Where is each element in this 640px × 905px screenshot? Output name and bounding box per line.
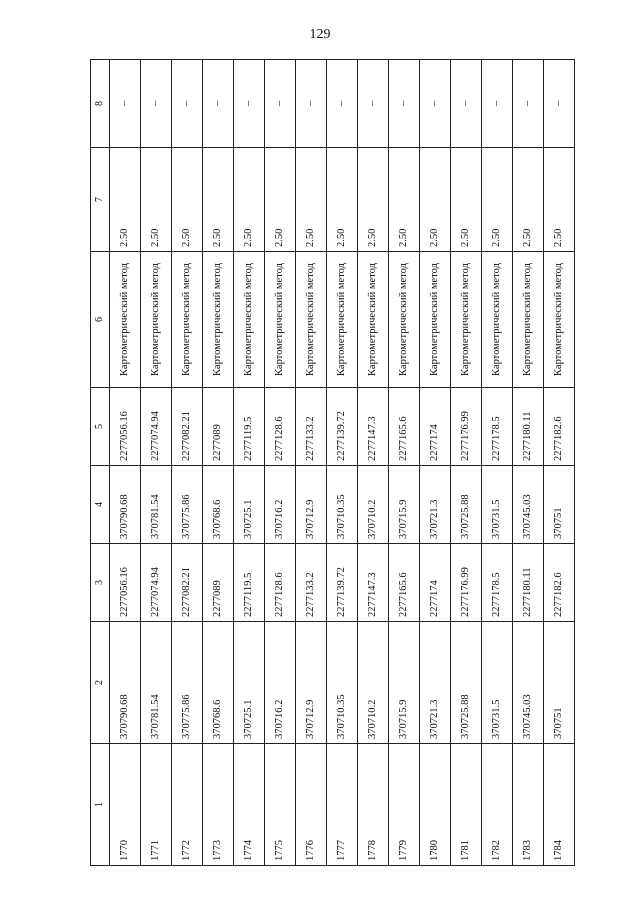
- method-cell: Картометрический метод: [141, 252, 172, 388]
- description-cell: –: [482, 60, 513, 148]
- method-cell: Картометрический метод: [544, 252, 575, 388]
- table-row: [234, 60, 265, 866]
- x-coordinate-cell: 370731.5: [482, 622, 513, 744]
- method-cell: Картометрический метод: [234, 252, 265, 388]
- description-cell: –: [389, 60, 420, 148]
- description-cell: –: [265, 60, 296, 148]
- point-number-cell: 1779: [389, 744, 420, 866]
- x-coordinate-cell: 370745.03: [513, 622, 544, 744]
- point-number-cell: 1776: [296, 744, 327, 866]
- accuracy-cell: 2.50: [358, 148, 389, 252]
- x-coordinate-cell: 370725.88: [451, 466, 482, 544]
- y-coordinate-cell: 2277165.6: [389, 388, 420, 466]
- point-number-cell: 1770: [110, 744, 141, 866]
- y-coordinate-cell: 2277119.5: [234, 544, 265, 622]
- description-cell: –: [513, 60, 544, 148]
- method-cell: Картометрический метод: [358, 252, 389, 388]
- page-number: 129: [309, 27, 331, 42]
- y-coordinate-cell: 2277147.3: [358, 388, 389, 466]
- method-cell: Картометрический метод: [296, 252, 327, 388]
- accuracy-cell: 2.50: [296, 148, 327, 252]
- x-coordinate-cell: 370710.35: [327, 466, 358, 544]
- y-coordinate-cell: 2277056.16: [110, 544, 141, 622]
- x-coordinate-cell: 370768.6: [203, 466, 234, 544]
- y-coordinate-cell: 2277119.5: [234, 388, 265, 466]
- description-cell: –: [296, 60, 327, 148]
- table-row: [327, 60, 358, 866]
- table-row: [172, 60, 203, 866]
- method-cell: Картометрический метод: [482, 252, 513, 388]
- x-coordinate-cell: 370710.2: [358, 622, 389, 744]
- x-coordinate-cell: 370725.1: [234, 466, 265, 544]
- y-coordinate-cell: 2277180.11: [513, 388, 544, 466]
- y-coordinate-cell: 2277074.94: [141, 544, 172, 622]
- point-number-cell: 1781: [451, 744, 482, 866]
- method-cell: Картометрический метод: [172, 252, 203, 388]
- description-cell: –: [234, 60, 265, 148]
- header-cell: 4: [91, 466, 110, 544]
- x-coordinate-cell: 370716.2: [265, 466, 296, 544]
- x-coordinate-cell: 370725.1: [234, 622, 265, 744]
- point-number-cell: 1780: [420, 744, 451, 866]
- x-coordinate-cell: 370751: [544, 466, 575, 544]
- point-number-cell: 1783: [513, 744, 544, 866]
- header-cell: 8: [91, 60, 110, 148]
- x-coordinate-cell: 370781.54: [141, 466, 172, 544]
- point-number-cell: 1774: [234, 744, 265, 866]
- description-cell: –: [203, 60, 234, 148]
- x-coordinate-cell: 370710.2: [358, 466, 389, 544]
- y-coordinate-cell: 2277178.5: [482, 544, 513, 622]
- x-coordinate-cell: 370721.3: [420, 622, 451, 744]
- point-number-cell: 1782: [482, 744, 513, 866]
- table-row: [389, 60, 420, 866]
- x-coordinate-cell: 370745.03: [513, 466, 544, 544]
- method-cell: Картометрический метод: [389, 252, 420, 388]
- y-coordinate-cell: 2277089: [203, 544, 234, 622]
- table-row: [420, 60, 451, 866]
- description-cell: –: [110, 60, 141, 148]
- accuracy-cell: 2.50: [203, 148, 234, 252]
- rotated-table-frame: [90, 60, 564, 866]
- accuracy-cell: 2.50: [234, 148, 265, 252]
- y-coordinate-cell: 2277165.6: [389, 544, 420, 622]
- table-row: [544, 60, 575, 866]
- y-coordinate-cell: 2277180.11: [513, 544, 544, 622]
- y-coordinate-cell: 2277089: [203, 388, 234, 466]
- accuracy-cell: 2.50: [327, 148, 358, 252]
- x-coordinate-cell: 370712.9: [296, 466, 327, 544]
- description-cell: –: [420, 60, 451, 148]
- y-coordinate-cell: 2277139.72: [327, 388, 358, 466]
- accuracy-cell: 2.50: [482, 148, 513, 252]
- header-cell: 3: [91, 544, 110, 622]
- description-cell: –: [172, 60, 203, 148]
- x-coordinate-cell: 370790.68: [110, 622, 141, 744]
- y-coordinate-cell: 2277182.6: [544, 544, 575, 622]
- y-coordinate-cell: 2277174: [420, 544, 451, 622]
- y-coordinate-cell: 2277133.2: [296, 544, 327, 622]
- coordinates-table: [90, 59, 575, 866]
- method-cell: Картометрический метод: [265, 252, 296, 388]
- y-coordinate-cell: 2277147.3: [358, 544, 389, 622]
- table-row: [358, 60, 389, 866]
- header-cell: 1: [91, 744, 110, 866]
- description-cell: –: [141, 60, 172, 148]
- x-coordinate-cell: 370712.9: [296, 622, 327, 744]
- y-coordinate-cell: 2277174: [420, 388, 451, 466]
- header-cell: 6: [91, 252, 110, 388]
- method-cell: Картометрический метод: [420, 252, 451, 388]
- description-cell: –: [451, 60, 482, 148]
- y-coordinate-cell: 2277139.72: [327, 544, 358, 622]
- accuracy-cell: 2.50: [451, 148, 482, 252]
- table-row: [203, 60, 234, 866]
- accuracy-cell: 2.50: [110, 148, 141, 252]
- y-coordinate-cell: 2277176.99: [451, 388, 482, 466]
- x-coordinate-cell: 370715.9: [389, 466, 420, 544]
- x-coordinate-cell: 370790.68: [110, 466, 141, 544]
- y-coordinate-cell: 2277074.94: [141, 388, 172, 466]
- point-number-cell: 1772: [172, 744, 203, 866]
- x-coordinate-cell: 370751: [544, 622, 575, 744]
- y-coordinate-cell: 2277176.99: [451, 544, 482, 622]
- table-row: [110, 60, 141, 866]
- accuracy-cell: 2.50: [172, 148, 203, 252]
- method-cell: Картометрический метод: [327, 252, 358, 388]
- method-cell: Картометрический метод: [110, 252, 141, 388]
- y-coordinate-cell: 2277133.2: [296, 388, 327, 466]
- x-coordinate-cell: 370710.35: [327, 622, 358, 744]
- y-coordinate-cell: 2277082.21: [172, 388, 203, 466]
- accuracy-cell: 2.50: [141, 148, 172, 252]
- table-row: [513, 60, 544, 866]
- description-cell: –: [327, 60, 358, 148]
- point-number-cell: 1784: [544, 744, 575, 866]
- header-cell: 2: [91, 622, 110, 744]
- accuracy-cell: 2.50: [420, 148, 451, 252]
- header-cell: 5: [91, 388, 110, 466]
- x-coordinate-cell: 370725.88: [451, 622, 482, 744]
- x-coordinate-cell: 370731.5: [482, 466, 513, 544]
- header-row: [91, 60, 110, 866]
- table-row: [482, 60, 513, 866]
- header-cell: 7: [91, 148, 110, 252]
- method-cell: Картометрический метод: [203, 252, 234, 388]
- x-coordinate-cell: 370721.3: [420, 466, 451, 544]
- x-coordinate-cell: 370775.86: [172, 622, 203, 744]
- accuracy-cell: 2.50: [389, 148, 420, 252]
- table-row: [265, 60, 296, 866]
- y-coordinate-cell: 2277128.6: [265, 544, 296, 622]
- x-coordinate-cell: 370775.86: [172, 466, 203, 544]
- y-coordinate-cell: 2277128.6: [265, 388, 296, 466]
- description-cell: –: [358, 60, 389, 148]
- accuracy-cell: 2.50: [265, 148, 296, 252]
- table-container: [90, 60, 564, 866]
- point-number-cell: 1778: [358, 744, 389, 866]
- point-number-cell: 1773: [203, 744, 234, 866]
- y-coordinate-cell: 2277082.21: [172, 544, 203, 622]
- y-coordinate-cell: 2277182.6: [544, 388, 575, 466]
- point-number-cell: 1775: [265, 744, 296, 866]
- x-coordinate-cell: 370768.6: [203, 622, 234, 744]
- x-coordinate-cell: 370715.9: [389, 622, 420, 744]
- x-coordinate-cell: 370716.2: [265, 622, 296, 744]
- table-row: [141, 60, 172, 866]
- x-coordinate-cell: 370781.54: [141, 622, 172, 744]
- description-cell: –: [544, 60, 575, 148]
- accuracy-cell: 2.50: [513, 148, 544, 252]
- accuracy-cell: 2.50: [544, 148, 575, 252]
- y-coordinate-cell: 2277056.16: [110, 388, 141, 466]
- y-coordinate-cell: 2277178.5: [482, 388, 513, 466]
- method-cell: Картометрический метод: [451, 252, 482, 388]
- table-row: [451, 60, 482, 866]
- point-number-cell: 1777: [327, 744, 358, 866]
- point-number-cell: 1771: [141, 744, 172, 866]
- method-cell: Картометрический метод: [513, 252, 544, 388]
- table-row: [296, 60, 327, 866]
